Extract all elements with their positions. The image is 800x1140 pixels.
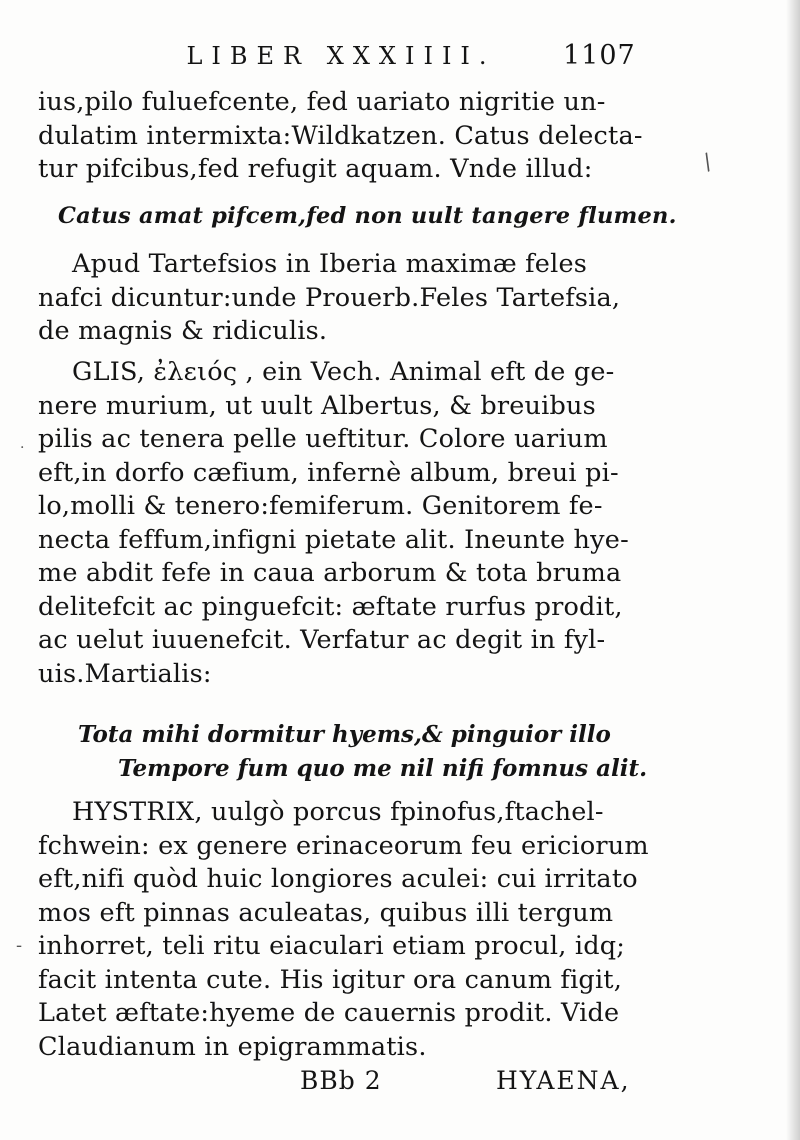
page-footer: [300, 1066, 631, 1095]
proverb-block: [58, 200, 677, 234]
text-line: Apud Tartefsios in Iberia maximæ feles: [72, 249, 588, 279]
text-line: mos eft pinnas aculeatas, quibus illi tergum: [38, 897, 614, 928]
text-line: delitefcit ac pinguefcit: æftate rurfus prodit,: [38, 591, 623, 622]
text-line: nere murium, ut uult Albertus, & breuibus: [38, 390, 596, 421]
paragraph-glis: [38, 356, 628, 691]
text-line: eft,nifi quòd huic longiores aculei: cui irritato: [38, 864, 638, 894]
text-line: fchwein: ex genere erinaceorum feu ericiorum: [38, 830, 649, 861]
verse-line: Tota mihi dormitur hyems,& pinguior illo: [78, 721, 611, 748]
text-line: necta feffum,infigni pietate alit. Ineunte hye-: [38, 524, 629, 555]
text-line: nafci dicuntur:unde Prouerb.Feles Tartefsia,: [38, 282, 621, 313]
verse-line: Tempore fum quo me nil nifi fomnus alit.: [118, 755, 648, 782]
proverb-line: Catus amat pifcem,fed non uult tangere flumen.: [58, 203, 677, 229]
catchword: HYAENA,: [496, 1066, 631, 1095]
verse-block: [38, 718, 648, 786]
text-line: eft,in dorfo cæfium, infernè album, breui pi-: [38, 457, 619, 488]
margin-mark: ·: [20, 440, 25, 456]
text-line: uis.Martialis:: [38, 658, 212, 689]
text-line: HYSTRIX, uulgò porcus fpinofus,ftachel-: [72, 797, 604, 827]
page-edge-shadow: [786, 0, 800, 1140]
paragraph-hystrix: [38, 796, 649, 1064]
margin-mark: /: [699, 149, 717, 176]
page-number: 1107: [563, 40, 636, 71]
text-line: lo,molli & tenero:femiferum. Genitorem fe-: [38, 491, 603, 521]
text-line: inhorret, teli ritu eiaculari etiam procul, idq;: [38, 931, 626, 961]
text-line: Latet æftate:hyeme de cauernis prodit. Vide: [38, 998, 620, 1028]
running-title: LIBER XXXIIII.: [186, 42, 496, 70]
margin-mark: -: [16, 935, 23, 956]
text-line: GLIS, ἐλειός , ein Vech. Animal eft de ge-: [72, 357, 615, 387]
signature-mark: BBb 2: [300, 1066, 382, 1095]
text-line: me abdit fefe in caua arborum & tota bruma: [38, 558, 622, 588]
text-line: Claudianum in epigrammatis.: [38, 1031, 427, 1062]
text-line: facit intenta cute. His igitur ora canum figit,: [38, 964, 623, 995]
text-block-opening: [38, 86, 643, 187]
paragraph-tartessos: [38, 248, 628, 349]
text-line: pilis ac tenera pelle ueftitur. Colore uarium: [38, 424, 608, 454]
text-line: dulatim intermixta:Wildkatzen. Catus delecta-: [38, 120, 643, 151]
text-line: tur pifcibus,fed refugit aquam. Vnde illud:: [38, 154, 593, 184]
text-line: ac uelut iuuenefcit. Verfatur ac degit in fyl-: [38, 625, 606, 655]
text-line: de magnis & ridiculis.: [38, 316, 328, 346]
text-line: ius,pilo fuluefcente, fed uariato nigritie un-: [38, 87, 606, 117]
